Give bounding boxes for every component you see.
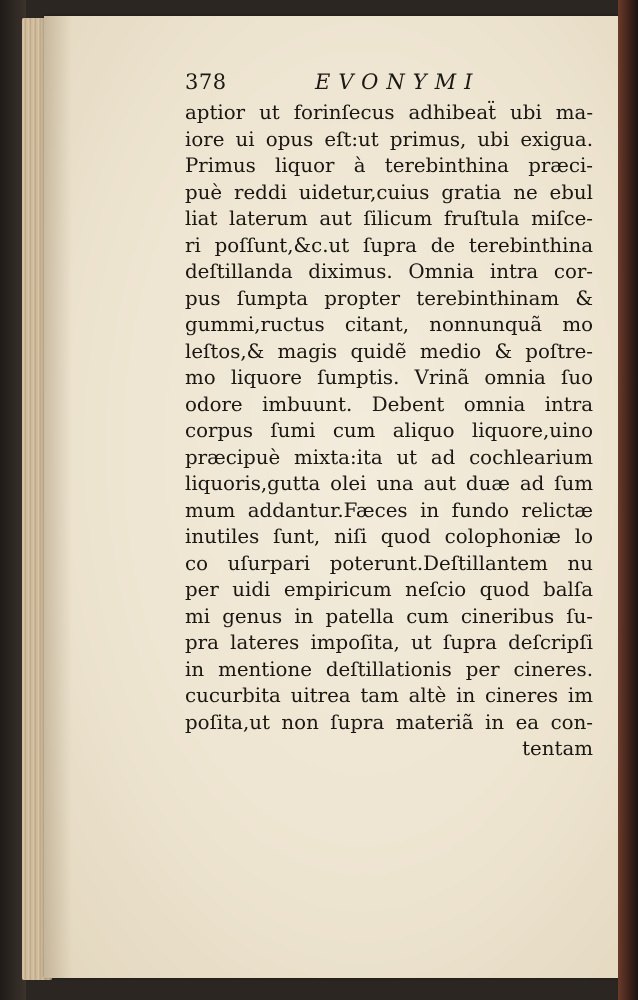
text-line: per uidi empiricum neſcio quod balſa — [185, 578, 593, 601]
text-line: Primus liquor à terebinthina præci- — [185, 154, 593, 177]
book-cover — [618, 0, 638, 1000]
page-number: 378 — [185, 70, 227, 94]
text-line: liquoris,gutta olei una aut duæ ad ſum — [185, 472, 593, 495]
text-line: puè reddi uidetur,cuius gratia ne ebul — [185, 180, 593, 204]
page-header — [185, 70, 595, 100]
text-line: mi genus in patella cum cineribus ſu- — [185, 604, 593, 628]
text-line: poſita,ut non ſupra materiã in ea con- — [185, 710, 593, 734]
text-line: pra lateres impoſita, ut ſupra deſcripſi — [185, 631, 593, 654]
text-line: odore imbuunt. Debent omnia intra — [185, 392, 593, 416]
text-line: mum addantur.Fæces in fundo relictæ — [185, 498, 593, 522]
text-line: pus ſumpta propter terebinthinam & — [185, 286, 593, 310]
body-text — [185, 100, 593, 763]
text-line: mo liquore ſumptis. Vrinã omnia ſuo — [185, 366, 593, 389]
text-line: leſtos,& magis quidẽ medio & poſtre- — [185, 339, 593, 363]
running-head: EVONYMI — [315, 70, 481, 94]
text-line: co uſurpari poterunt.Deſtillantem nu — [185, 551, 593, 575]
text-line: ri poſſunt,&c.ut ſupra de terebinthina — [185, 233, 593, 257]
text-line: in mentione deſtillationis per cineres. — [185, 657, 593, 681]
text-line: iore ui opus eſt:ut primus, ubi exigua. — [185, 127, 593, 151]
text-line: aptior ut forinſecus adhibeaẗ ubi ma- — [185, 101, 593, 124]
text-line: præcipuè mixta:ita ut ad cochlearium — [185, 445, 593, 469]
text-line: liat laterum aut ſilicum fruſtula miſce- — [185, 207, 593, 230]
text-line: inutiles ſunt, niſi quod colophoniæ lo — [185, 525, 593, 548]
text-line: gummi,ructus citant, nonnunquã mo — [185, 313, 593, 336]
text-line: deſtillanda diximus. Omnia intra cor- — [185, 260, 593, 283]
text-line: corpus ſumi cum aliquo liquore,uino — [185, 419, 593, 442]
text-line: cucurbita uitrea tam altè in cineres im — [185, 684, 593, 707]
catchword: tentam — [522, 737, 593, 760]
